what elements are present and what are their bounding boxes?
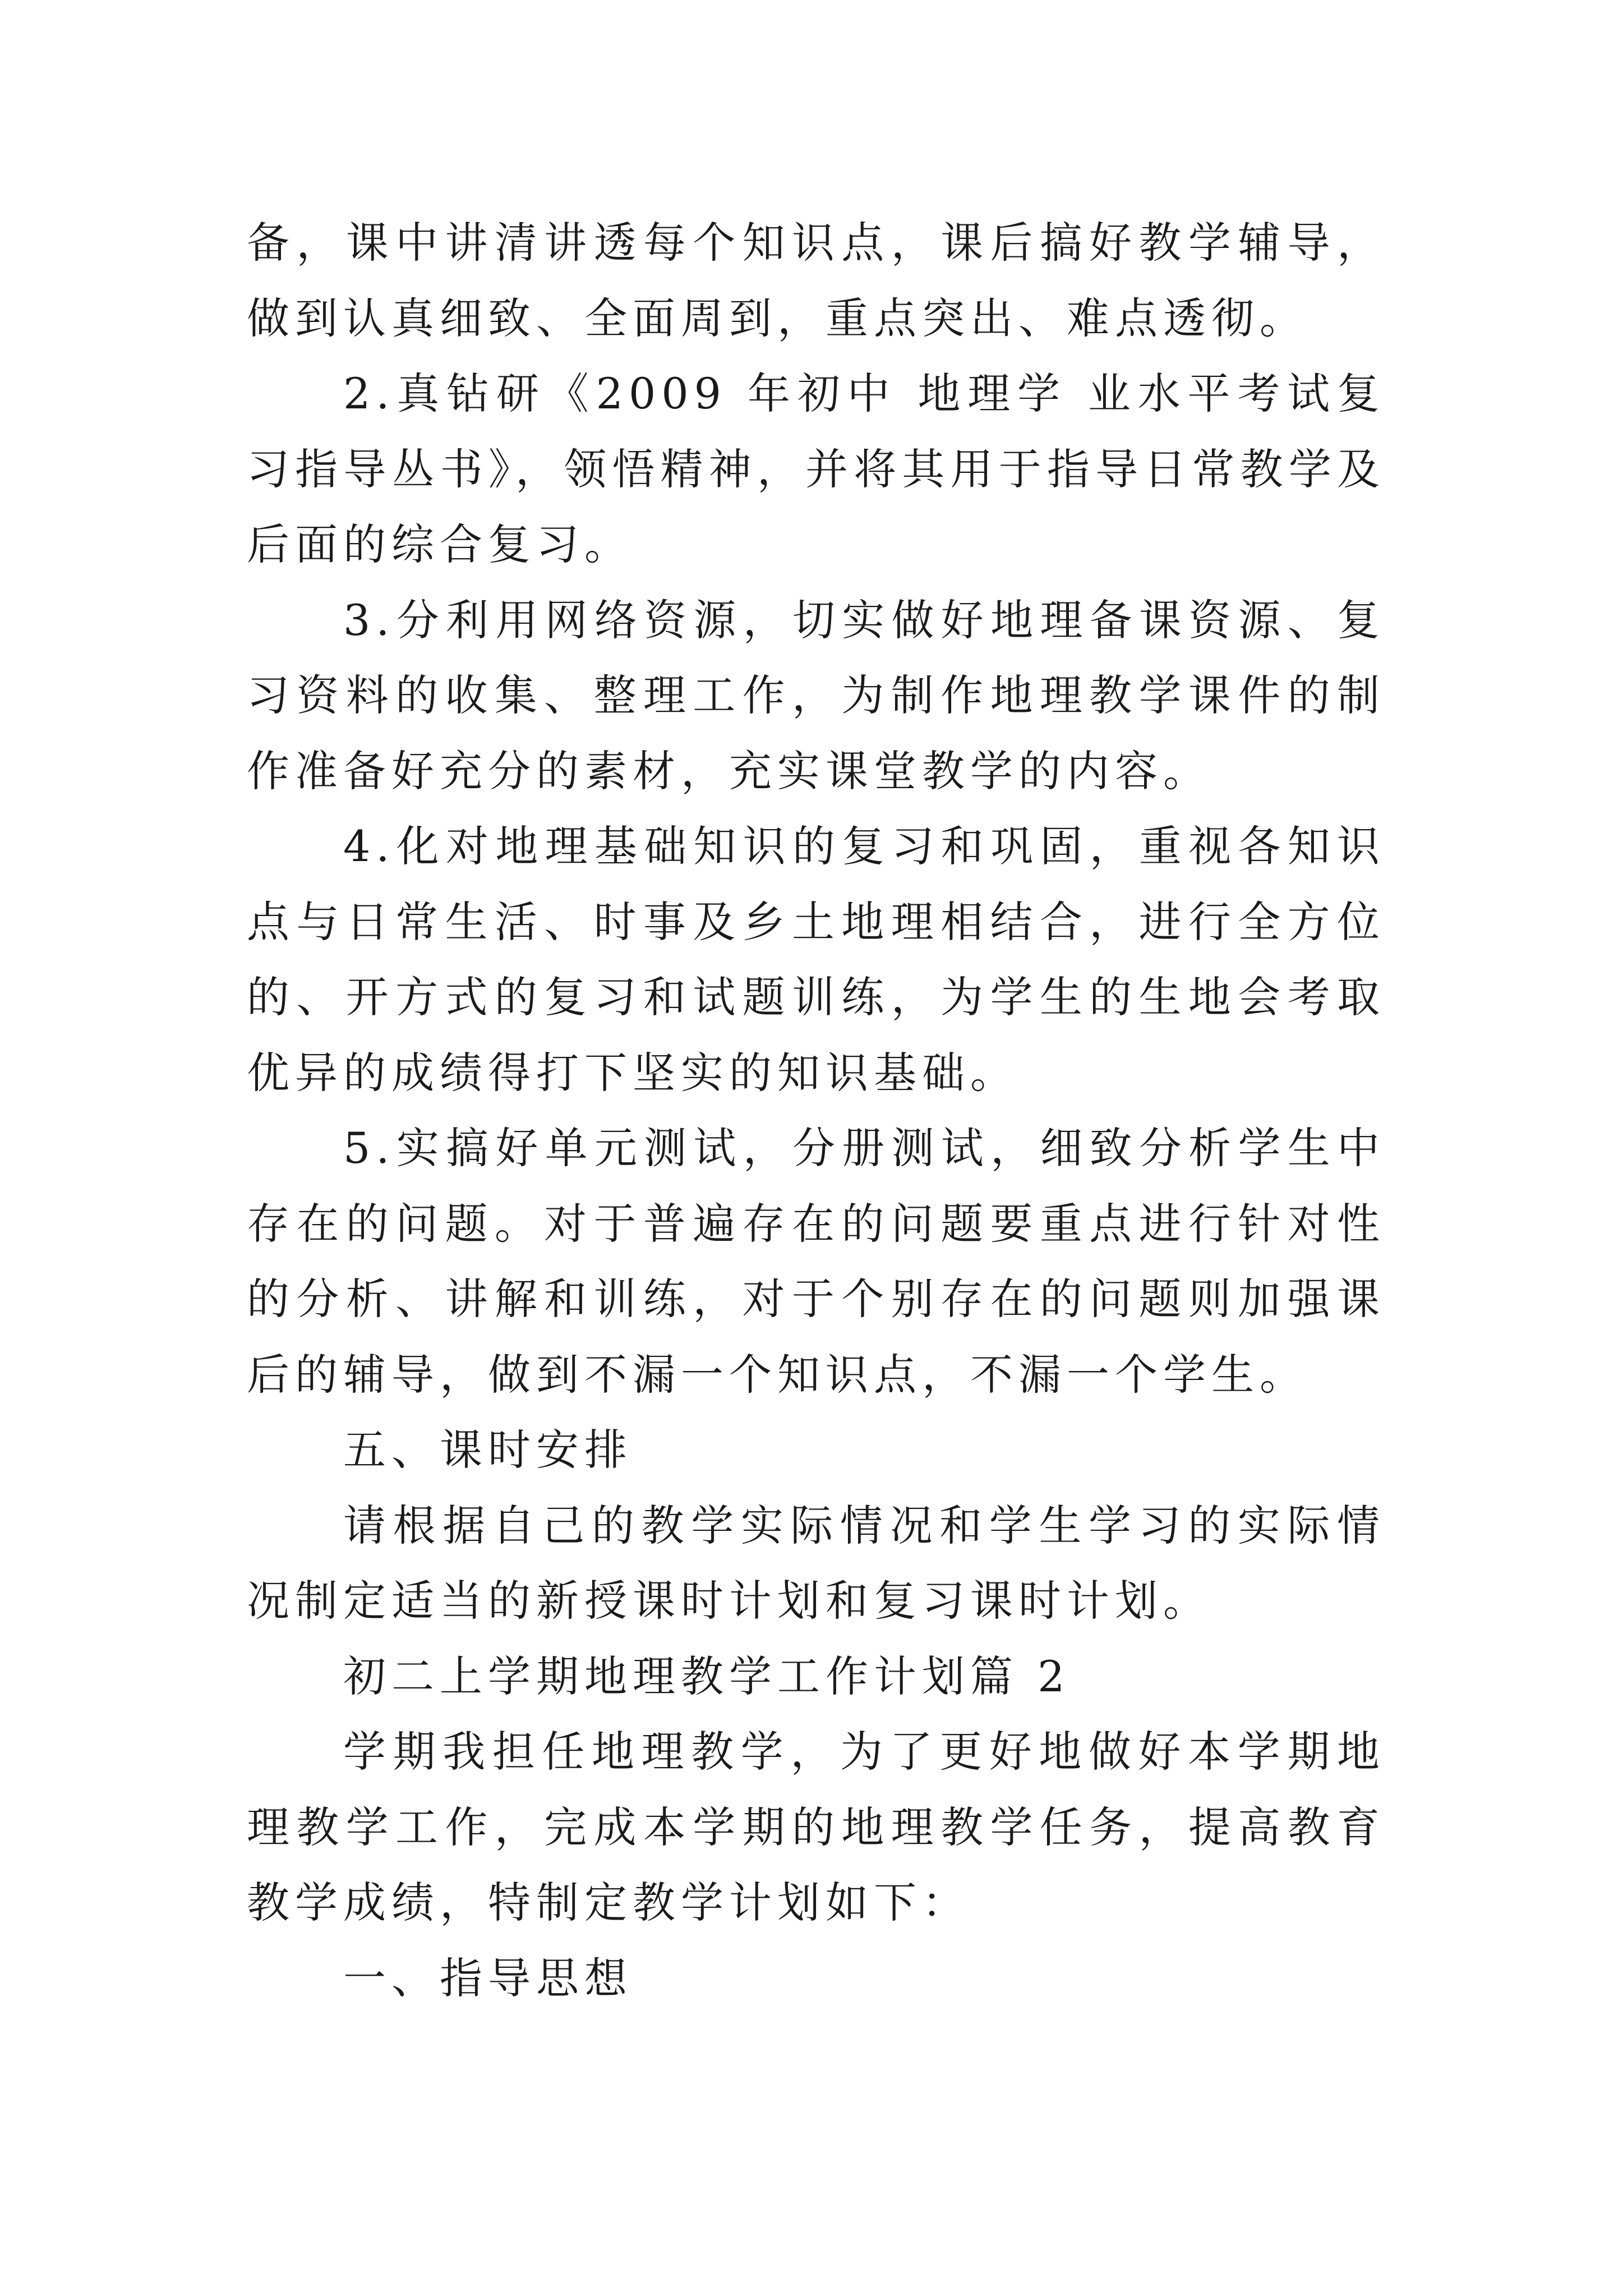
document-body	[247, 205, 1385, 2016]
paragraph-item-4: 4.化对地理基础知识的复习和巩固，重视各知识点与日常生活、时事及乡土地理相结合，进行全方位的、开方式的复习和试题训练，为学生的生地会考取优异的成绩得打下坚实的知识基础。	[247, 821, 1385, 1098]
section-heading-guiding-ideology: 一、指导思想	[343, 1953, 633, 2003]
article-title-part-2: 初二上学期地理教学工作计划篇 2	[343, 1651, 1071, 1701]
paragraph-item-5: 5.实搞好单元测试，分册测试，细致分析学生中存在的问题。对于普遍存在的问题要重点进行针对性的分析、讲解和训练，对于个别存在的问题则加强课后的辅导，做到不漏一个知识点，不漏一个学生。	[247, 1123, 1385, 1400]
paragraph-continuation: 备，课中讲清讲透每个知识点，课后搞好教学辅导，做到认真细致、全面周到，重点突出、难点透彻。	[247, 218, 1385, 343]
section-heading-schedule: 五、课时安排	[343, 1425, 633, 1475]
paragraph-item-2: 2.真钻研《2009 年初中 地理学 业水平考试复习指导丛书》，领悟精神，并将其用于指导日常教学及后面的综合复习。	[247, 369, 1385, 569]
paragraph-item-3: 3.分利用网络资源，切实做好地理备课资源、复习资料的收集、整理工作，为制作地理教学课件的制作准备好充分的素材，充实课堂教学的内容。	[247, 595, 1385, 796]
paragraph-schedule: 请根据自己的教学实际情况和学生学习的实际情况制定适当的新授课时计划和复习课时计划。	[247, 1500, 1385, 1626]
paragraph-intro: 学期我担任地理教学，为了更好地做好本学期地理教学工作，完成本学期的地理教学任务，提高教育教学成绩，特制定教学计划如下：	[247, 1727, 1385, 1927]
